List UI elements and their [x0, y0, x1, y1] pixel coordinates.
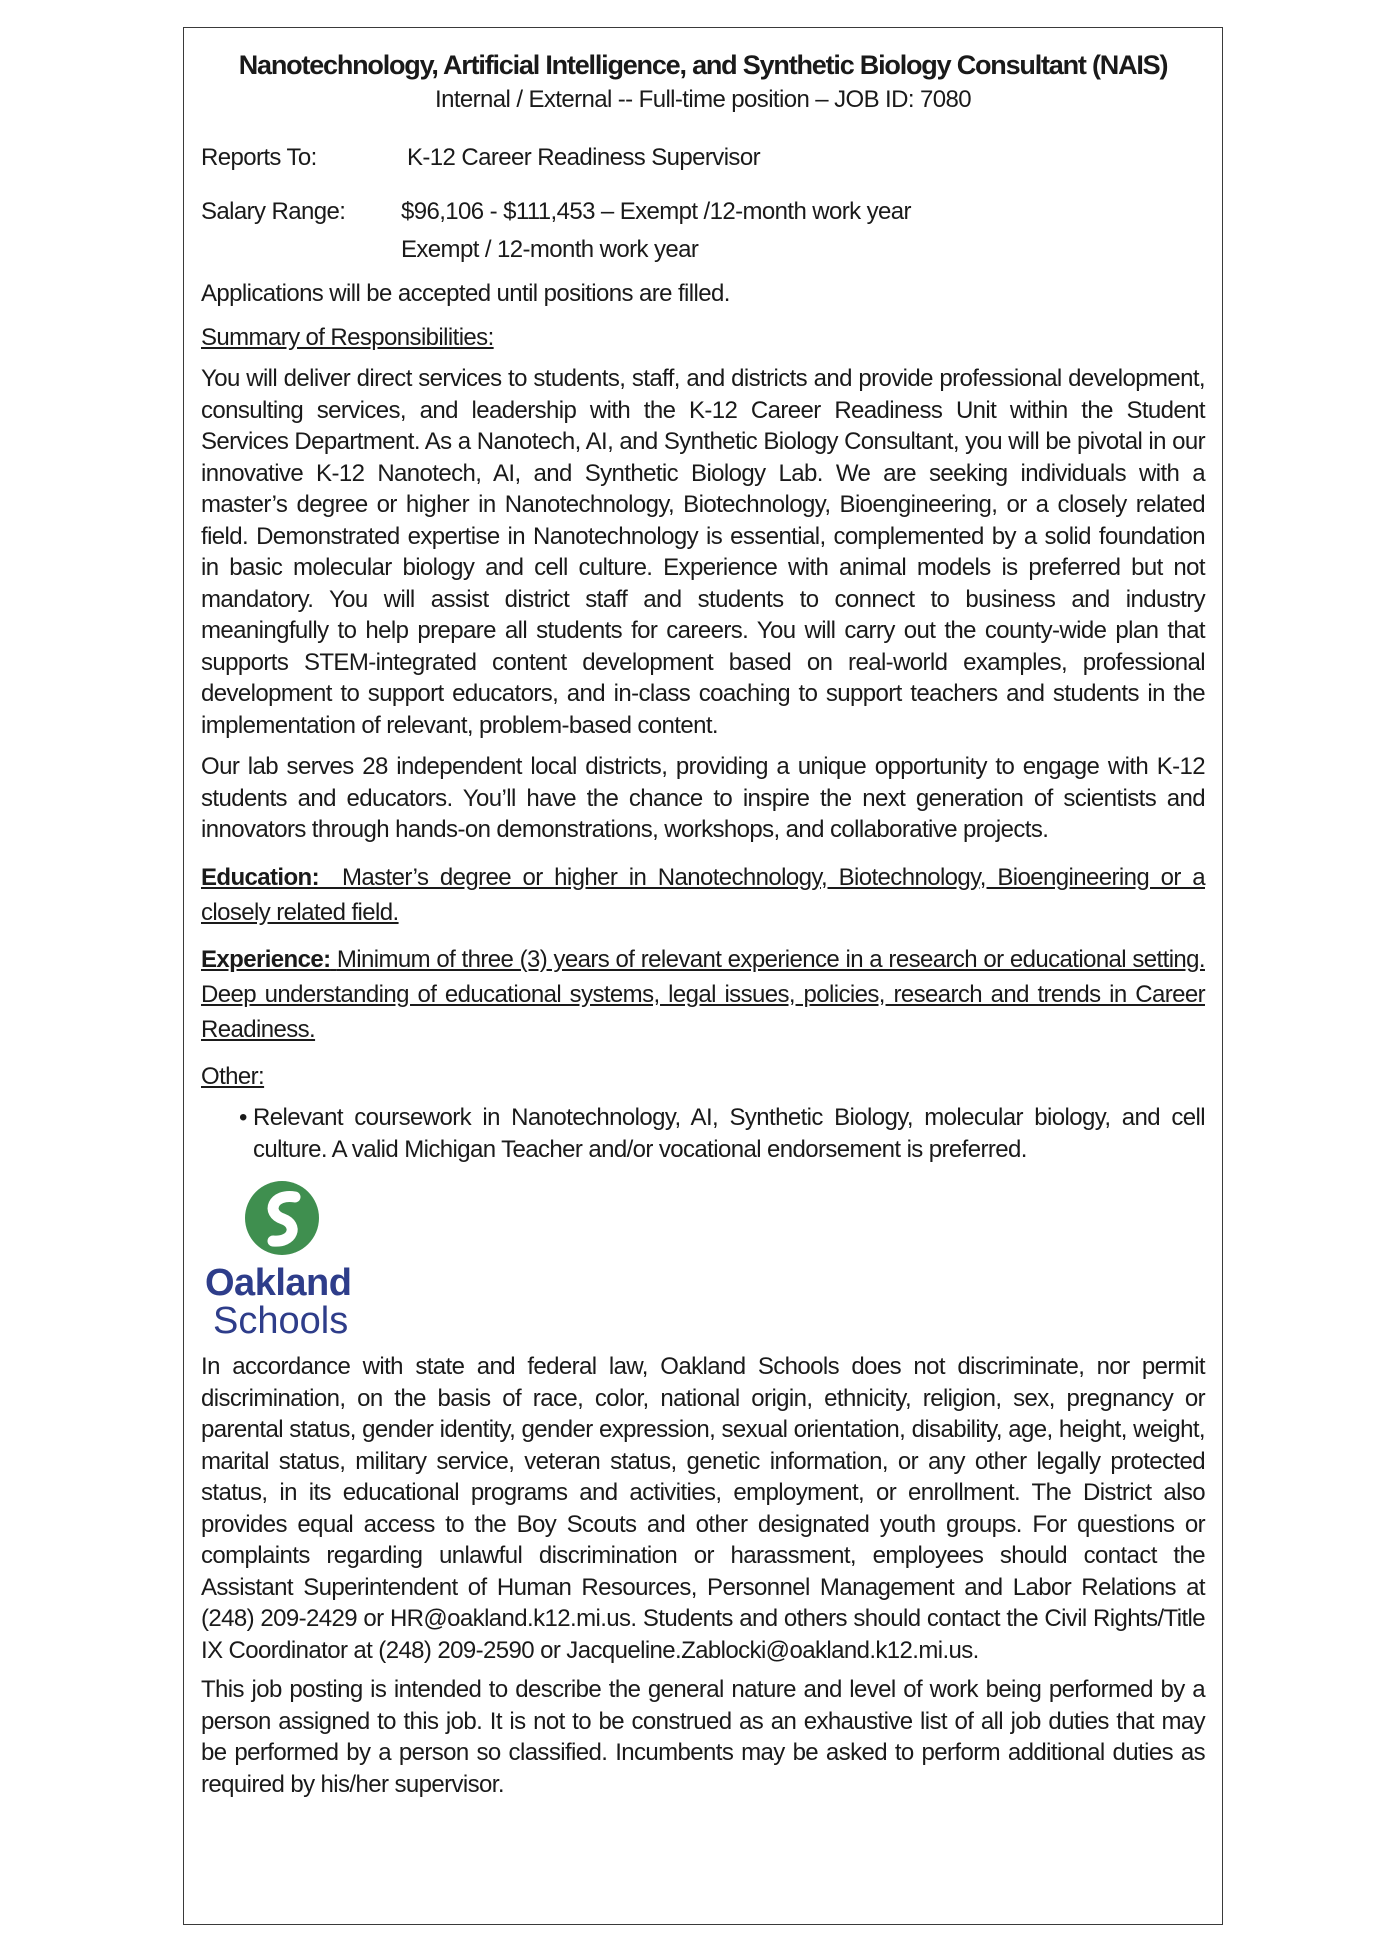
salary-value: $96,106 - $111,453 – Exempt /12-month work year [401, 198, 911, 225]
oakland-schools-logo-mark-icon [243, 1179, 321, 1259]
oakland-schools-logo [203, 1179, 363, 1349]
nondiscrimination-statement: In accordance with state and federal law, Oakland Schools does not discriminate, nor permit discrimination, on the basis of race, color, national origin, ethnicity, religion, sex, pregnancy or parental status, gender identity, gender expression, sexual orientation, disability, age, height, weight, marital status, military service, veteran status, genetic information, or any other legally protected status, in its educational programs and activities, employment, or enrollment. The District also provides equal access to the Boy Scouts and other designated youth groups. For questions or complaints regarding unlawful discrimination or harassment, employees should contact the Assistant Superintendent of Human Resources, Personnel Management and Labor Relations at (248) 209-2429 or HR@oakland.k12.mi.us. Students and others should contact the Civil Rights/Title IX Coordinator at (248) 209-2590 or Jacqueline.Zablocki@oakland.k12.mi.us. [201, 1353, 1205, 1664]
job-subtitle: Internal / External -- Full-time position – JOB ID: 7080 [435, 86, 971, 113]
job-title: Nanotechnology, Artificial Intelligence, and Synthetic Biology Consultant (NAIS) [238, 50, 1168, 80]
experience-section [201, 942, 1205, 1047]
other-heading: Other: [201, 1062, 265, 1090]
bullet-glyph: • [239, 1104, 247, 1131]
experience-text: Minimum of three (3) years of relevant experience in a research or educational setting. Deep understanding of educational systems, legal issues, policies, research and trends in Career Readiness. [201, 945, 1205, 1043]
summary-paragraph-1: You will deliver direct services to students, staff, and districts and provide professional development, consulting services, and leadership with the K-12 Career Readiness Unit within the Student Services Department. As a Nanotech, AI, and Synthetic Biology Consultant, you will be pivotal in our innovative K-12 Nanotech, AI, and Synthetic Biology Lab. We are seeking individuals with a master’s degree or higher in Nanotechnology, Biotechnology, Bioengineering, or a closely related field. Demonstrated expertise in Nanotechnology is essential, complemented by a solid foundation in basic molecular biology and cell culture. Experience with animal models is preferred but not mandatory. You will assist district staff and students to connect to business and industry meaningfully to help prepare all students for careers. You will carry out the county-wide plan that supports STEM-integrated content development based on real-world examples, professional development to support educators, and in-class coaching to support teachers and students in the implementation of relevant, problem-based content. [201, 365, 1205, 739]
reports-to-row [201, 142, 1205, 174]
summary-paragraph-2: Our lab serves 28 independent local districts, providing a unique opportunity to engage with K-12 students and educators. You’ll have the chance to inspire the next generation of scientists and innovators through hands-on demonstrations, workshops, and collaborative projects. [201, 753, 1205, 843]
reports-to-label: Reports To: [201, 144, 317, 171]
posting-disclaimer: This job posting is intended to describe the general nature and level of work being performed by a person assigned to this job. It is not to be construed as an exhaustive list of all job duties that may be performed by a person so classified. Incumbents may be asked to perform additional duties as required by his/her supervisor. [201, 1676, 1205, 1798]
reports-to-value: K-12 Career Readiness Supervisor [407, 144, 760, 171]
job-posting-frame [183, 27, 1223, 1925]
logo-word-oakland: Oakland [205, 1262, 352, 1304]
education-label: Education: [201, 863, 319, 891]
experience-label: Experience: [201, 945, 331, 973]
other-bullet-text: Relevant coursework in Nanotechnology, AI, Synthetic Biology, molecular biology, and cell culture. A valid Michigan Teacher and/or vocational endorsement is preferred. [253, 1104, 1205, 1163]
salary-extra: Exempt / 12-month work year [401, 236, 699, 263]
applications-note: Applications will be accepted until positions are filled. [201, 280, 730, 307]
other-bullet [201, 1102, 1205, 1165]
summary-heading: Summary of Responsibilities: [201, 323, 494, 351]
job-posting-content [201, 48, 1205, 1800]
education-section [201, 860, 1205, 930]
salary-label: Salary Range: [201, 198, 346, 225]
education-text: Master’s degree or higher in Nanotechnology, Biotechnology, Bioengineering or a closely related field. [201, 863, 1205, 926]
salary-row [201, 196, 1205, 228]
logo-word-schools: Schools [213, 1300, 349, 1342]
